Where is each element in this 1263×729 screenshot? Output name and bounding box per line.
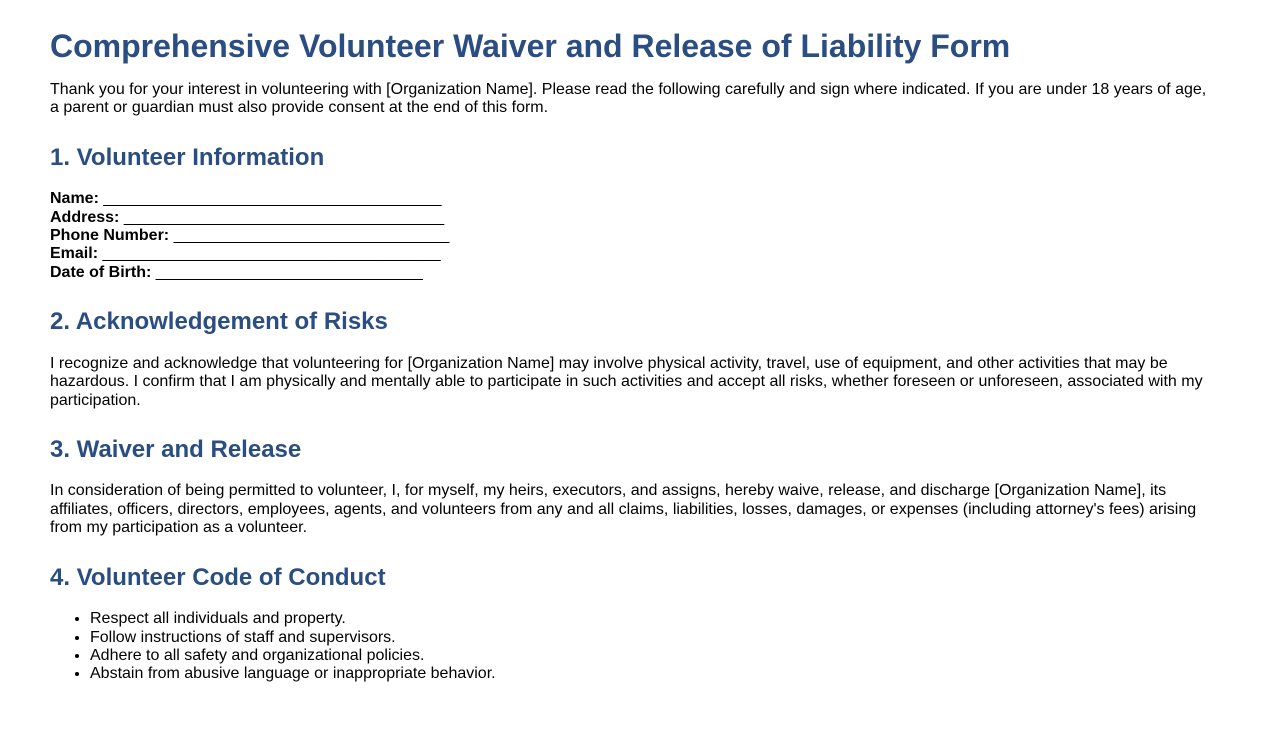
code-of-conduct-list	[50, 610, 1213, 684]
acknowledgement-paragraph: I recognize and acknowledge that volunteering for [Organization Name] may involve physical activity, travel, use of equipment, and other activities that may be hazardous. I confirm that I am physically and mentally able to participate in such activities and accept all risks, whether foreseen or unforeseen, associated with my participation.	[50, 354, 1203, 409]
section-3-heading: 3. Waiver and Release	[50, 435, 302, 463]
field-address-label: Address:	[50, 208, 120, 226]
intro-paragraph: Thank you for your interest in volunteering with [Organization Name]. Please read the following carefully and sign where indicated. If you are under 18 years of age, a parent or guardian must also provide consent at the end of this form.	[50, 80, 1207, 117]
section-4-heading: 4. Volunteer Code of Conduct	[50, 563, 386, 591]
field-name-blank-line: ______________________________________	[103, 190, 442, 208]
section-code-of-conduct	[50, 564, 1213, 684]
field-date-of-birth-blank-line: ______________________________	[155, 263, 423, 281]
field-date-of-birth-label: Date of Birth:	[50, 263, 152, 281]
waiver-paragraph: In consideration of being permitted to volunteer, I, for myself, my heirs, executors, and assigns, hereby waive, release, and discharge [Organization Name], its affiliates, officers, directors, employees, agents, and volunteers from any and all claims, liabilities, losses, damages, or expenses (including attorney's fees) arising from my participation as a volunteer.	[50, 482, 1197, 537]
field-address	[50, 209, 1213, 227]
list-item: • Follow instructions of staff and supervisors.	[90, 629, 1213, 647]
section-acknowledgement-of-risks	[50, 308, 1213, 410]
field-phone-number-label: Phone Number:	[50, 226, 170, 244]
list-item: • Abstain from abusive language or inappropriate behavior.	[90, 665, 1213, 683]
field-phone-number	[50, 227, 1213, 245]
list-item: • Adhere to all safety and organizational policies.	[90, 647, 1213, 665]
section-2-heading: 2. Acknowledgement of Risks	[50, 308, 388, 336]
field-email-label: Email:	[50, 245, 99, 263]
section-1-heading: 1. Volunteer Information	[50, 143, 325, 171]
section-volunteer-information	[50, 144, 1213, 283]
section-waiver-and-release	[50, 436, 1213, 538]
field-name-label: Name:	[50, 190, 99, 208]
field-phone-number-blank-line: _______________________________	[173, 226, 450, 244]
volunteer-info-fields	[50, 190, 1213, 282]
field-name	[50, 190, 1213, 208]
document	[50, 28, 1213, 684]
list-item: • Respect all individuals and property.	[90, 610, 1213, 628]
field-email-blank-line: ______________________________________	[102, 245, 441, 263]
page-title: Comprehensive Volunteer Waiver and Release of Liability Form	[50, 28, 1011, 64]
field-date-of-birth	[50, 264, 1213, 282]
field-address-blank-line: ____________________________________	[123, 208, 445, 226]
field-email	[50, 245, 1213, 263]
